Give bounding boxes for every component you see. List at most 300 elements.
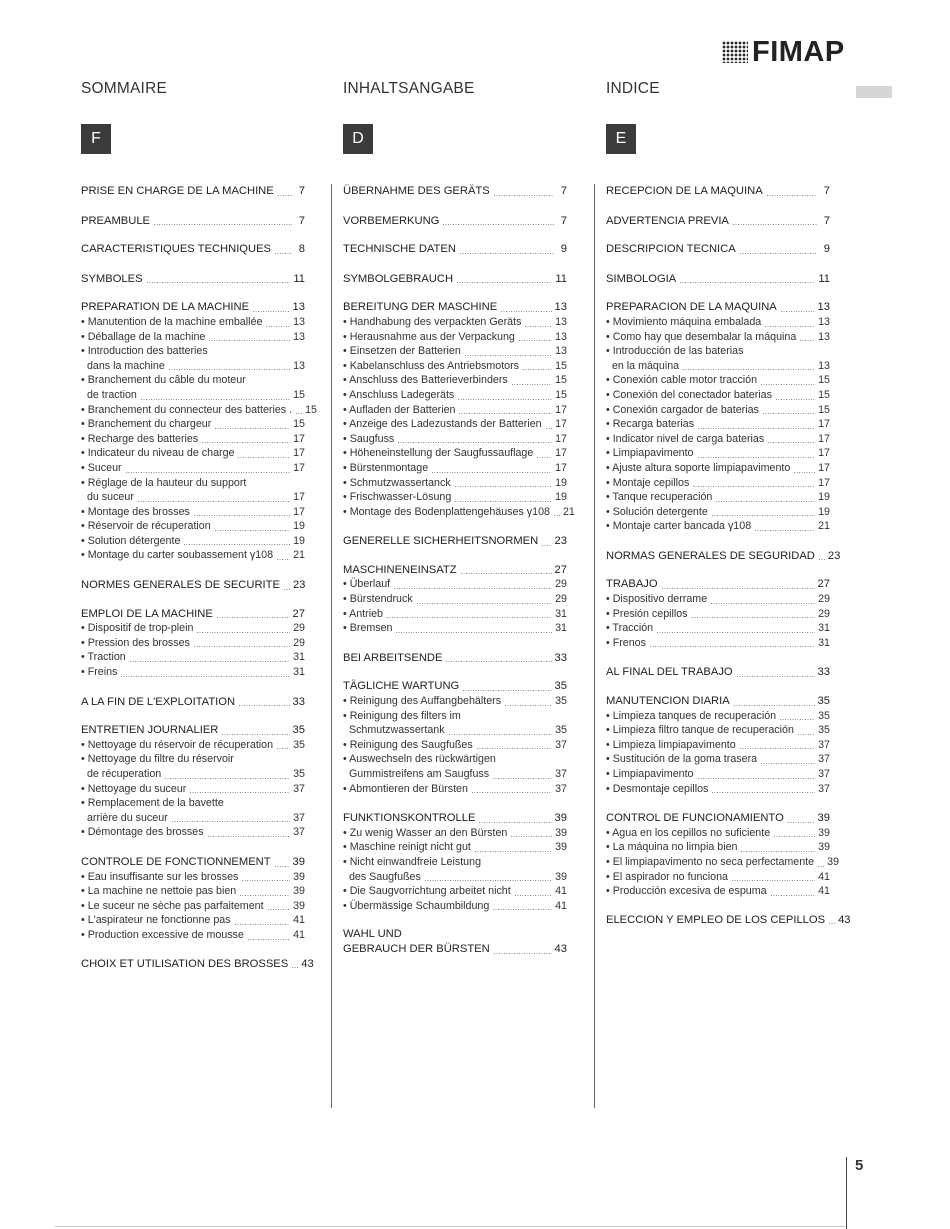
toc-page-number: 35 <box>293 768 305 780</box>
dot-leader <box>680 282 815 283</box>
section-gap <box>606 796 830 811</box>
dot-leader <box>278 195 292 196</box>
dot-leader <box>546 428 552 429</box>
dot-leader <box>209 340 290 341</box>
dot-leader <box>154 224 292 225</box>
toc-page-number: 27 <box>554 563 567 576</box>
toc-subsection <box>606 505 830 520</box>
toc-entry-title: • La machine ne nettoie pas bien <box>81 885 237 898</box>
toc-page-number: 33 <box>817 666 830 679</box>
toc-entry-continued: • Nicht einwandfreie Leistung <box>343 855 482 868</box>
toc-subsection <box>606 767 830 782</box>
toc-page-number: 35 <box>818 709 830 722</box>
toc-subsection <box>343 330 567 345</box>
toc-entry-title: • Limpieza limpiapavimento <box>606 738 736 751</box>
toc-page-number: 23 <box>292 579 306 592</box>
toc-entry-title: • Limpieza tanques de recuperación <box>606 709 777 722</box>
toc-page-number: 17 <box>818 432 830 445</box>
toc-page-number: 31 <box>555 622 567 635</box>
toc-subsection <box>606 476 830 491</box>
dot-leader <box>141 399 290 400</box>
toc-subsection <box>81 665 305 680</box>
dot-leader <box>761 384 815 385</box>
dot-leader <box>761 763 815 764</box>
language-badge: F <box>81 124 111 154</box>
dot-leader <box>505 705 552 706</box>
toc-page-number: 31 <box>293 666 305 679</box>
toc-entry-title: • Recharge des batteries <box>81 432 199 445</box>
dot-grid-logo-icon <box>722 41 748 63</box>
toc-section <box>606 811 830 826</box>
toc-entry-continued: • Introducción de las baterias <box>606 345 744 358</box>
dot-leader <box>698 778 816 779</box>
dot-leader <box>732 880 815 881</box>
toc-page-number: 33 <box>554 651 567 664</box>
toc-entry-title: • Branchement du connecteur des batteries . <box>81 403 293 416</box>
toc-page-number: 17 <box>293 491 305 504</box>
toc-entry-title: • Manutention de la machine emballée <box>81 315 263 328</box>
toc-subsection <box>343 577 567 592</box>
toc-entry-title: en la máquina <box>606 359 680 372</box>
toc-subsection <box>81 330 305 345</box>
toc-subsection <box>343 592 567 607</box>
dot-leader <box>698 428 815 429</box>
toc-entry-title: • Indicator nivel de carga baterias <box>606 432 765 445</box>
toc-subsection <box>606 621 830 636</box>
toc-subsection <box>343 840 567 855</box>
toc-page-number: 11 <box>293 272 305 285</box>
toc-subsection <box>343 490 567 505</box>
dot-leader <box>776 399 815 400</box>
dot-leader <box>472 792 552 793</box>
dot-leader <box>554 515 560 516</box>
toc-section <box>606 913 851 928</box>
dot-leader <box>465 355 552 356</box>
dot-leader <box>208 836 291 837</box>
toc-subsection <box>81 913 305 928</box>
toc-entry-title: AL FINAL DEL TRABAJO <box>606 666 733 679</box>
dot-leader <box>650 646 815 647</box>
toc-entry-title: • Übermässige Schaumbildung <box>343 899 490 912</box>
dot-leader <box>818 866 824 867</box>
dot-leader <box>475 851 552 852</box>
dot-leader <box>130 661 290 662</box>
toc-subsection <box>343 767 567 782</box>
toc-entry-title: • El aspirador no funciona <box>606 870 728 883</box>
toc-page-number: 15 <box>818 388 830 401</box>
toc-page-number: 37 <box>818 738 830 751</box>
toc-page-number: 29 <box>818 607 830 620</box>
dot-leader <box>511 836 552 837</box>
toc-entry-title: • Überlauf <box>343 578 391 591</box>
toc-page-number: 17 <box>293 432 305 445</box>
dot-leader <box>217 617 290 618</box>
toc-subsection <box>81 461 305 476</box>
column-heading: SOMMAIRE <box>81 80 167 97</box>
toc-entry-title: • Saugfuss <box>343 432 395 445</box>
toc-entry-title: SIMBOLOGIA <box>606 272 677 285</box>
toc-page-number: 43 <box>554 942 567 955</box>
dot-leader <box>477 748 552 749</box>
toc-section <box>81 272 305 287</box>
toc-subsection <box>343 826 567 841</box>
toc-subsection <box>81 403 317 418</box>
section-gap <box>81 840 305 855</box>
section-gap <box>606 286 830 300</box>
dot-leader <box>266 326 290 327</box>
toc-subsection <box>81 825 305 840</box>
toc-subsection <box>81 359 305 374</box>
toc-subsection <box>606 826 830 841</box>
dot-leader <box>740 253 817 254</box>
dot-leader <box>788 822 815 823</box>
dot-leader <box>461 573 552 574</box>
toc-subsection <box>606 461 830 476</box>
toc-subsection <box>606 592 830 607</box>
toc-section <box>81 300 305 315</box>
toc-page-number: 7 <box>823 185 830 197</box>
toc-entry-continued: • Reinigung des filters im <box>343 709 461 722</box>
dot-leader <box>662 588 815 589</box>
dot-leader <box>819 559 825 560</box>
column-divider <box>594 184 595 1108</box>
toc-entry-title: • Anschluss des Batterieverbinders <box>343 374 508 387</box>
dot-leader <box>781 311 815 312</box>
toc-entry-title: • Le suceur ne sèche pas parfaitement <box>81 899 264 912</box>
toc-page-number: 39 <box>555 841 567 854</box>
toc-page-number: 23 <box>554 535 567 548</box>
toc-entry-continued: • Nettoyage du filtre du réservoir <box>81 753 234 766</box>
toc-entry-title: • Maschine reinigt nicht gut <box>343 841 471 854</box>
toc-page-number: 19 <box>818 491 830 504</box>
section-gap <box>81 199 305 214</box>
toc-subsection <box>606 884 830 899</box>
toc-entry-title: • Déballage de la machine <box>81 330 206 343</box>
toc-page-number: 17 <box>555 447 567 460</box>
toc-entry-title: VORBEMERKUNG <box>343 214 440 227</box>
toc-list <box>81 184 317 971</box>
toc-entry-title: • Démontage des brosses <box>81 826 204 839</box>
section-gap <box>81 286 305 300</box>
section-gap <box>606 228 830 242</box>
dot-leader <box>446 661 551 662</box>
dot-leader <box>537 457 552 458</box>
toc-section <box>606 694 830 709</box>
toc-entry-title: • Dispositif de trop-plein <box>81 622 194 635</box>
dot-leader <box>493 778 552 779</box>
toc-entry-title: • Conexión del conectador baterias <box>606 388 772 401</box>
toc-entry-title: • Reinigung des Auffangbehälters <box>343 695 502 708</box>
toc-subsection <box>606 709 830 724</box>
toc-entry-title: • Frischwasser-Lösung <box>343 491 452 504</box>
toc-page-number: 15 <box>305 403 317 416</box>
toc-entry-title: TECHNISCHE DATEN <box>343 243 456 256</box>
toc-section <box>343 300 567 315</box>
dot-leader <box>494 195 554 196</box>
toc-entry-title: du suceur <box>81 491 134 504</box>
toc-subsection <box>343 899 567 914</box>
section-gap <box>81 563 305 578</box>
toc-entry-title: • Bürstendruck <box>343 593 413 606</box>
dot-leader <box>494 953 552 954</box>
toc-page-number: 21 <box>818 520 830 533</box>
dot-leader <box>765 326 815 327</box>
toc-entry-title: A LA FIN DE L'EXPLOITATION <box>81 695 236 708</box>
toc-page-number: 43 <box>838 913 851 926</box>
toc-subsection <box>81 767 305 782</box>
section-gap <box>343 636 567 651</box>
toc-entry-title: ELECCION Y EMPLEO DE LOS CEPILLOS <box>606 913 826 926</box>
language-badge: D <box>343 124 373 154</box>
toc-subsection <box>81 782 305 797</box>
grey-tab-marker <box>856 86 892 98</box>
toc-page-number: 19 <box>293 534 305 547</box>
dot-leader <box>515 895 552 896</box>
toc-page-number: 15 <box>818 403 830 416</box>
toc-page-number: 13 <box>817 301 830 314</box>
toc-section <box>81 578 305 593</box>
toc-page-number: 19 <box>555 476 567 489</box>
toc-page-number: 17 <box>555 432 567 445</box>
toc-entry-title: • Conexión cargador de baterias <box>606 403 759 416</box>
toc-list <box>343 184 575 957</box>
toc-section <box>81 184 305 199</box>
toc-entry-title: • Einsetzen der Batterien <box>343 345 461 358</box>
dot-leader <box>172 821 290 822</box>
toc-page-number: 17 <box>293 505 305 518</box>
toc-entry-title: arrière du suceur <box>81 811 168 824</box>
section-gap <box>343 286 567 300</box>
toc-page-number: 15 <box>293 418 305 431</box>
toc-entry-title: Gummistreifens am Saugfuss <box>343 768 490 780</box>
toc-subsection <box>343 884 567 899</box>
toc-entry-title: TÄGLICHE WARTUNG <box>343 680 460 693</box>
dot-leader <box>417 603 552 604</box>
toc-page-number: 15 <box>293 388 305 401</box>
toc-page-number: 13 <box>555 330 567 343</box>
toc-page-number: 17 <box>818 476 830 489</box>
section-gap <box>343 549 567 563</box>
dot-leader <box>755 530 815 531</box>
dot-leader <box>767 195 817 196</box>
toc-subsection <box>81 811 305 826</box>
toc-page-number: 17 <box>293 461 305 474</box>
toc-entry-title: MASCHINENEINSATZ <box>343 563 457 576</box>
toc-page-number: 11 <box>555 272 567 285</box>
dot-leader <box>194 515 290 516</box>
toc-entry-title: • Réservoir de récuperation <box>81 520 211 533</box>
toc-entry-title: • Nettoyage du réservoir de récuperation <box>81 738 274 751</box>
dot-leader <box>126 472 291 473</box>
toc-entry-title: • Bremsen <box>343 622 393 635</box>
toc-entry-continued: • Remplacement de la bavette <box>81 797 224 810</box>
toc-entry-title: ÜBERNAHME DES GERÄTS <box>343 185 490 197</box>
dot-leader <box>780 719 815 720</box>
dot-leader <box>523 369 552 370</box>
dot-leader <box>712 792 815 793</box>
toc-section <box>606 300 830 315</box>
toc-subsection <box>81 315 305 330</box>
toc-page-number: 19 <box>293 520 305 533</box>
section-gap <box>343 228 567 242</box>
dot-leader <box>774 836 815 837</box>
toc-entry-title: • Anzeige des Ladezustands der Batterien <box>343 418 542 431</box>
dot-leader <box>542 545 551 546</box>
toc-entry-title: GEBRAUCH DER BÜRSTEN <box>343 942 490 955</box>
dot-leader <box>455 486 552 487</box>
toc-page-number: 39 <box>818 826 830 839</box>
page-number-divider <box>846 1157 847 1229</box>
toc-subsection <box>81 417 305 432</box>
dot-leader <box>238 457 290 458</box>
toc-section <box>81 723 305 738</box>
toc-page-number: 41 <box>555 885 567 898</box>
dot-leader <box>222 734 289 735</box>
toc-page-number: 13 <box>554 301 567 314</box>
toc-page-number: 39 <box>818 841 830 854</box>
toc-entry-title: • Tracción <box>606 622 654 635</box>
fimap-logo <box>722 36 845 68</box>
toc-entry-title: de traction <box>81 388 137 401</box>
toc-subsection <box>606 723 830 738</box>
dot-leader <box>829 923 835 924</box>
toc-entry-title: • Montage des Bodenplattengehäuses γ108 <box>343 505 550 518</box>
toc-section <box>343 563 567 578</box>
toc-page-number: 13 <box>293 330 305 343</box>
toc-section <box>343 811 567 826</box>
dot-leader <box>763 413 815 414</box>
toc-page-number: 9 <box>823 243 830 256</box>
toc-page-number: 39 <box>827 855 839 868</box>
toc-page-number: 43 <box>301 957 314 970</box>
toc-subsection <box>606 330 830 345</box>
toc-entry-title: • Eau insuffisante sur les brosses <box>81 870 239 883</box>
toc-entry-title: NORMAS GENERALES DE SEGURIDAD <box>606 549 815 562</box>
toc-subsection <box>606 315 830 330</box>
toc-subsection <box>343 344 567 359</box>
dot-leader <box>460 253 554 254</box>
dot-leader <box>459 413 552 414</box>
toc-entry-title: • El limpiapavimento no seca perfectamente <box>606 855 815 868</box>
dot-leader <box>493 909 552 910</box>
toc-entry-title: • Aufladen der Batterien <box>343 403 456 416</box>
section-gap <box>606 563 830 577</box>
toc-entry-title: • Reinigung des Saugfußes <box>343 738 473 751</box>
toc-page-number: 17 <box>818 461 830 474</box>
toc-entry-title: • Anschluss Ladegeräts <box>343 388 455 401</box>
dot-leader <box>138 501 290 502</box>
toc-entry-title: • Bürstenmontage <box>343 461 429 474</box>
dot-leader <box>396 632 552 633</box>
dot-leader <box>292 967 298 968</box>
toc-page-number: 21 <box>562 505 575 518</box>
toc-subsection <box>343 870 567 885</box>
toc-page-number: 13 <box>293 359 305 372</box>
toc-page-number: 35 <box>818 724 830 737</box>
toc-entry-title: CONTROLE DE FONCTIONNEMENT <box>81 855 271 868</box>
toc-entry-title: • Dispositivo derrame <box>606 593 708 606</box>
toc-page-number: 17 <box>555 403 567 416</box>
toc-entry-title: RECEPCION DE LA MAQUINA <box>606 185 763 197</box>
dot-leader <box>169 369 290 370</box>
section-gap <box>343 199 567 214</box>
dot-leader <box>121 676 290 677</box>
toc-section <box>81 957 314 972</box>
toc-section <box>81 242 305 257</box>
dot-leader <box>741 851 815 852</box>
dot-leader <box>235 924 291 925</box>
dot-leader <box>457 282 552 283</box>
toc-page-number: 17 <box>818 447 830 460</box>
toc-entry-title: SYMBOLES <box>81 272 143 285</box>
toc-page-number: 17 <box>555 461 567 474</box>
dot-leader <box>190 792 290 793</box>
toc-section <box>606 214 830 229</box>
dot-leader <box>275 866 290 867</box>
toc-subsection <box>81 738 305 753</box>
toc-page-number: 7 <box>823 214 830 227</box>
toc-subsection <box>81 534 305 549</box>
toc-entry-title: • Tanque recuperación <box>606 491 713 504</box>
toc-subsection <box>81 519 305 534</box>
dot-leader <box>657 632 815 633</box>
toc-page-number: 37 <box>555 782 567 795</box>
toc-entry-title: • Production excessive de mousse <box>81 928 244 941</box>
toc-section <box>606 242 830 257</box>
toc-entry-title: CHOIX ET UTILISATION DES BROSSES <box>81 957 289 970</box>
toc-page-number: 23 <box>827 549 841 562</box>
toc-subsection <box>81 432 305 447</box>
toc-entry-title: • L'aspirateur ne fonctionne pas <box>81 914 231 927</box>
toc-subsection <box>343 476 567 491</box>
toc-entry-title: • Producción excesiva de espuma <box>606 885 767 898</box>
toc-section <box>81 695 305 710</box>
section-gap <box>343 665 567 679</box>
dot-leader <box>194 646 290 647</box>
section-gap <box>343 913 567 927</box>
toc-entry-title: • Montaje carter bancada γ108 <box>606 520 752 533</box>
toc-page-number: 7 <box>298 185 305 197</box>
toc-page-number: 7 <box>560 185 567 197</box>
toc-entry-title: • Antrieb <box>343 607 383 620</box>
dot-leader <box>242 880 290 881</box>
dot-leader <box>253 311 289 312</box>
section-gap <box>606 650 830 665</box>
toc-subsection <box>81 621 305 636</box>
toc-entry-title: • Ajuste altura soporte limpiapavimento <box>606 461 791 474</box>
toc-page-number: 41 <box>293 914 305 927</box>
toc-entry-title: • Frenos <box>606 636 646 649</box>
toc-page-number: 37 <box>818 753 830 766</box>
toc-page-number: 17 <box>818 418 830 431</box>
toc-entry-title: • Pression des brosses <box>81 636 190 649</box>
toc-page-number: 15 <box>555 374 567 387</box>
toc-subsection <box>343 782 567 797</box>
toc-subsection <box>343 388 567 403</box>
dot-leader <box>734 705 815 706</box>
column-heading: INDICE <box>606 80 660 97</box>
toc-entry-title: de récuperation <box>81 768 162 780</box>
dot-leader <box>277 748 290 749</box>
toc-page-number: 35 <box>555 724 567 737</box>
toc-entry-title: • Branchement du chargeur <box>81 418 212 431</box>
bottom-rule <box>55 1226 845 1227</box>
toc-entry-title: • Solución detergente <box>606 505 708 518</box>
toc-page-number: 19 <box>818 505 830 518</box>
toc-entry-title: ENTRETIEN JOURNALIER <box>81 724 219 737</box>
dot-leader <box>215 530 290 531</box>
toc-page-number: 7 <box>560 214 567 227</box>
